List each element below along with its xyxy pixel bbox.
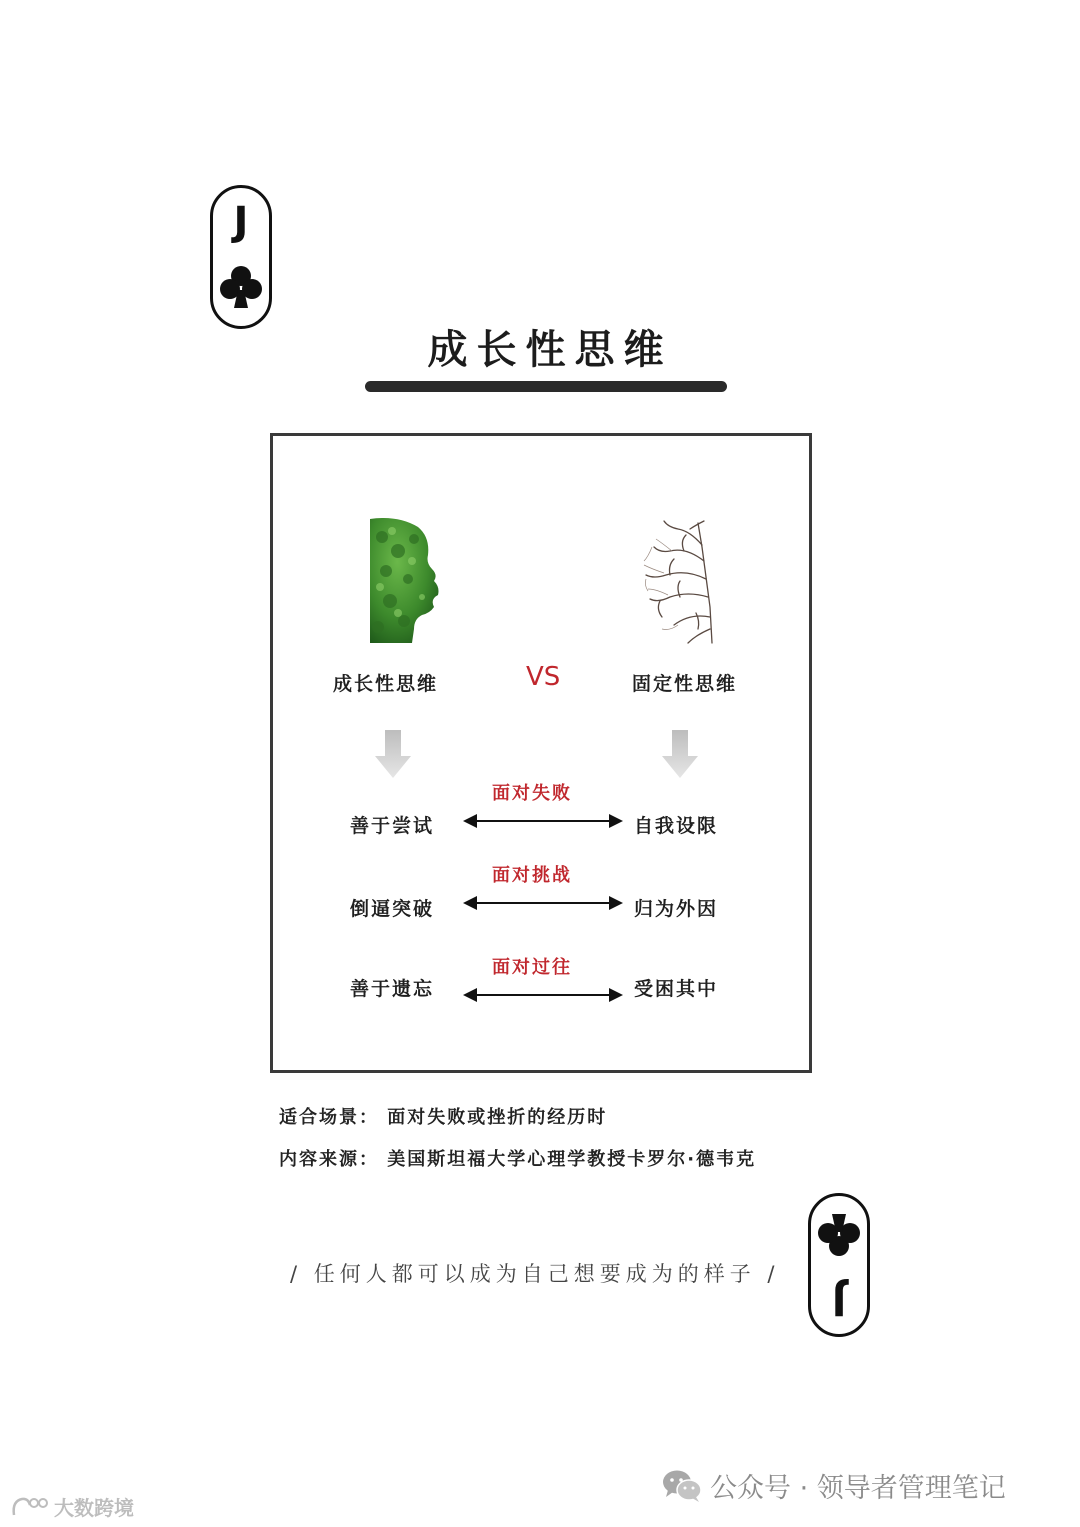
wechat-account-text: 公众号 · 领导者管理笔记 bbox=[710, 1473, 1006, 1504]
down-arrow-icon bbox=[662, 730, 698, 778]
wechat-icon bbox=[662, 1469, 702, 1503]
club-icon bbox=[218, 264, 264, 310]
quote-text: / 任何人都可以成为自己想要成为的样子 / bbox=[290, 1262, 780, 1286]
club-icon bbox=[816, 1212, 862, 1258]
bare-branch-head-image bbox=[640, 517, 714, 645]
double-arrow-icon bbox=[463, 813, 623, 829]
logo-icon bbox=[10, 1495, 50, 1519]
wechat-watermark bbox=[662, 1466, 1006, 1505]
growth-mindset-label: 成长性思维 bbox=[333, 673, 439, 695]
scene-info: 适合场景： 面对失败或挫折的经历时 bbox=[279, 1107, 608, 1128]
page-title: 成长性思维 bbox=[427, 327, 673, 373]
title-underline bbox=[365, 381, 727, 392]
double-arrow-icon bbox=[463, 895, 623, 911]
corner-watermark-text: 大数跨境 bbox=[54, 1496, 134, 1520]
double-arrow-icon bbox=[463, 987, 623, 1003]
row-topic: 面对失败 bbox=[492, 783, 572, 804]
vs-label: VS bbox=[526, 662, 561, 692]
row-left-text: 倒逼突破 bbox=[350, 898, 435, 920]
green-tree-head-image bbox=[368, 517, 442, 645]
down-arrow-icon bbox=[375, 730, 411, 778]
source-info: 内容来源： 美国斯坦福大学心理学教授卡罗尔·德韦克 bbox=[279, 1149, 757, 1170]
row-left-text: 善于尝试 bbox=[350, 815, 435, 837]
row-right-text: 自我设限 bbox=[634, 815, 719, 837]
corner-watermark bbox=[10, 1492, 134, 1521]
row-right-text: 归为外因 bbox=[634, 898, 719, 920]
card-letter: J bbox=[831, 1277, 847, 1323]
card-badge-top bbox=[210, 185, 272, 329]
row-right-text: 受困其中 bbox=[634, 978, 719, 1000]
fixed-mindset-label: 固定性思维 bbox=[632, 673, 738, 695]
card-badge-bottom bbox=[808, 1193, 870, 1337]
row-topic: 面对过往 bbox=[492, 957, 572, 978]
card-letter: J bbox=[233, 199, 249, 245]
row-left-text: 善于遗忘 bbox=[350, 978, 435, 1000]
row-topic: 面对挑战 bbox=[492, 865, 572, 886]
